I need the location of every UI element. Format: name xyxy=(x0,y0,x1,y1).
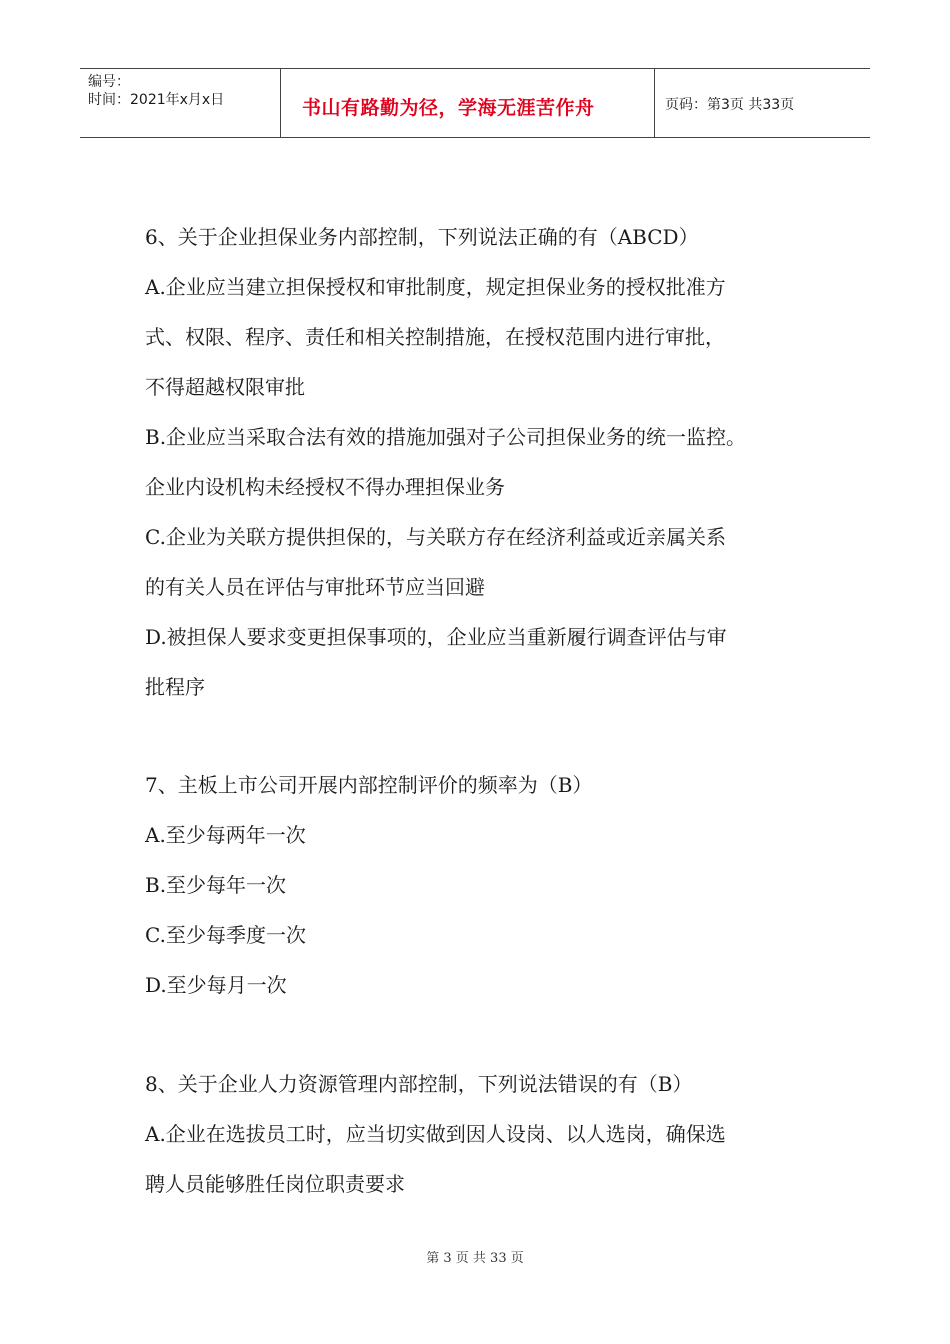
header-motto-cell xyxy=(281,69,655,137)
q7-option-d: D.至少每月一次 xyxy=(145,973,287,997)
q6-option-d-line2: 批程序 xyxy=(145,675,205,699)
q6-option-b-line1: B.企业应当采取合法有效的措施加强对子公司担保业务的统一监控。 xyxy=(145,425,747,449)
page-header xyxy=(80,68,870,138)
number-label: 编号： xyxy=(88,74,130,90)
q7-option-c: C.至少每季度一次 xyxy=(145,923,306,947)
q6-option-a-line1: A.企业应当建立担保授权和审批制度，规定担保业务的授权批准方 xyxy=(145,275,726,299)
header-meta xyxy=(80,69,281,137)
header-motto: 书山有路勤为径，学海无涯苦作舟 xyxy=(302,97,595,119)
q6-option-c-line1: C.企业为关联方提供担保的，与关联方存在经济利益或近亲属关系 xyxy=(145,525,726,549)
header-page-info: 页码：第3页 共33页 xyxy=(665,97,795,113)
q7-option-a: A.至少每两年一次 xyxy=(145,823,306,847)
question-8-title: 8、关于企业人力资源管理内部控制，下列说法错误的有（B） xyxy=(145,1072,693,1096)
q8-option-a-line1: A.企业在选拔员工时，应当切实做到因人设岗、以人选岗，确保选 xyxy=(145,1122,726,1146)
time-label: 时间：2021年x月x日 xyxy=(88,92,225,108)
question-7-title: 7、主板上市公司开展内部控制评价的频率为（B） xyxy=(145,773,593,797)
q8-option-a-line2: 聘人员能够胜任岗位职责要求 xyxy=(145,1172,405,1196)
q6-option-a-line2: 式、权限、程序、责任和相关控制措施，在授权范围内进行审批， xyxy=(145,325,725,349)
page-footer: 第 3 页 共 33 页 xyxy=(426,1251,524,1266)
q6-option-b-line2: 企业内设机构未经授权不得办理担保业务 xyxy=(145,475,505,499)
q6-option-c-line2: 的有关人员在评估与审批环节应当回避 xyxy=(145,575,485,599)
q6-option-d-line1: D.被担保人要求变更担保事项的，企业应当重新履行调查评估与审 xyxy=(145,625,727,649)
question-6-title: 6、关于企业担保业务内部控制，下列说法正确的有（ABCD） xyxy=(145,225,699,249)
q6-option-a-line3: 不得超越权限审批 xyxy=(145,375,305,399)
q7-option-b: B.至少每年一次 xyxy=(145,873,287,897)
